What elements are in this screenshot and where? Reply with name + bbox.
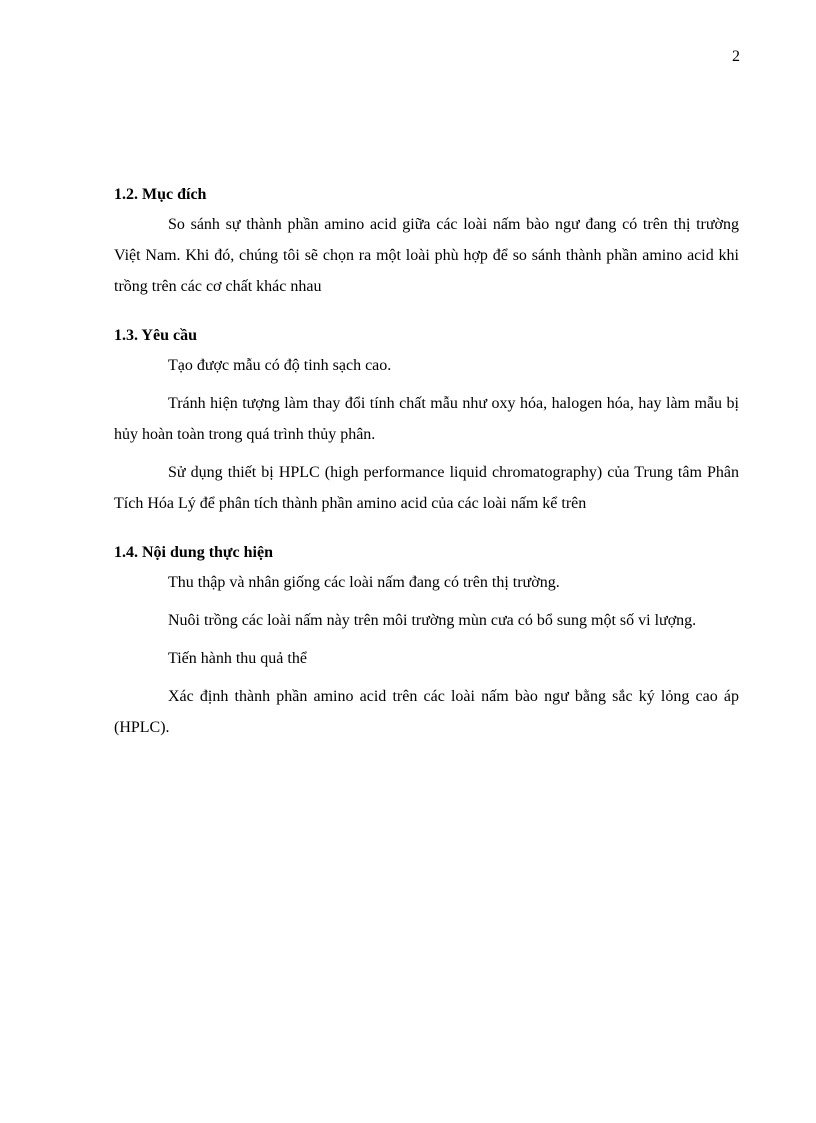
section-heading-implementation: 1.4. Nội dung thực hiện [114, 544, 273, 561]
paragraph: Tạo được mẫu có độ tinh sạch cao. [168, 357, 392, 374]
paragraph: Sử dụng thiết bị HPLC (high performance liquid chromatography) của Trung tâm Phân Tích Hóa Lý để phân tích thành phần amino acid của các loài nấm kể trên [114, 464, 739, 512]
paragraph: So sánh sự thành phần amino acid giữa các loài nấm bào ngư đang có trên thị trường Việt Nam. Khi đó, chúng tôi sẽ chọn ra một loài phù hợp để so sánh thành phần amino acid khi trồng trên các cơ chất khác nhau [114, 216, 739, 295]
paragraph: Nuôi trồng các loài nấm này trên môi trường mùn cưa có bổ sung một số vi lượng. [168, 612, 697, 629]
paragraph: Tránh hiện tượng làm thay đổi tính chất mẫu như oxy hóa, halogen hóa, hay làm mẫu bị hủy hoàn toàn trong quá trình thủy phân. [114, 395, 739, 443]
section-heading-requirements: 1.3. Yêu cầu [114, 327, 197, 344]
section-purpose [114, 183, 739, 302]
document-body [114, 183, 739, 765]
paragraph: Tiến hành thu quả thể [168, 650, 307, 667]
section-heading-purpose: 1.2. Mục đích [114, 186, 207, 203]
section-implementation [114, 541, 739, 743]
paragraph: Thu thập và nhân giống các loài nấm đang có trên thị trường. [168, 574, 560, 591]
page-number: 2 [732, 48, 740, 65]
paragraph: Xác định thành phần amino acid trên các loài nấm bào ngư bằng sắc ký lỏng cao áp (HPLC). [114, 688, 739, 736]
section-requirements [114, 324, 739, 519]
